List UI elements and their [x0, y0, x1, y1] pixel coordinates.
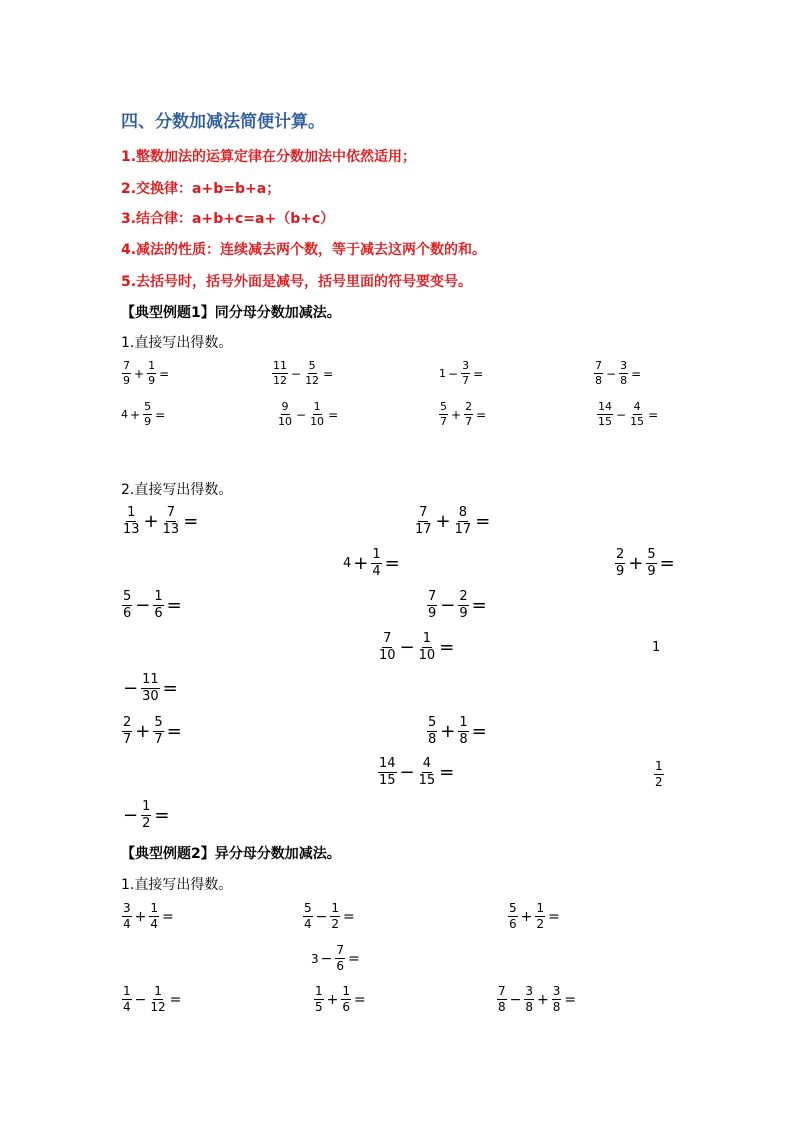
- fraction: $\frac{8}{17}$: [454, 505, 472, 538]
- operator: +: [353, 553, 369, 575]
- fraction: $\frac{1}{8}$: [459, 715, 468, 748]
- equals-sign: =: [354, 991, 366, 1008]
- whole-number: 4: [121, 408, 128, 422]
- fraction: $\frac{1}{2}$: [142, 799, 151, 832]
- equals-sign: =: [348, 950, 360, 967]
- fraction: $\frac{5}{6}$: [123, 589, 132, 622]
- fraction: $\frac{7}{9}$: [123, 359, 130, 388]
- math-expression: [426, 590, 489, 622]
- operator: +: [435, 511, 451, 533]
- math-expression: [593, 360, 643, 387]
- math-expression: [302, 902, 357, 931]
- fraction: $\frac{5}{7}$: [154, 715, 163, 748]
- operator: +: [451, 407, 462, 422]
- equals-sign: =: [323, 366, 334, 381]
- math-expression: [426, 716, 489, 748]
- operator: +: [537, 991, 549, 1008]
- operator: −: [509, 991, 522, 1008]
- operator: +: [326, 991, 339, 1008]
- operator: −: [616, 407, 627, 422]
- fraction: $\frac{1}{4}$: [150, 901, 159, 932]
- fraction: $\frac{1}{12}$: [150, 984, 166, 1015]
- operator: −: [448, 366, 459, 381]
- math-expression: [596, 401, 660, 428]
- equals-sign: =: [154, 805, 170, 827]
- fraction: $\frac{1}{4}$: [372, 547, 381, 580]
- fraction: $\frac{5}{6}$: [509, 901, 517, 932]
- math-expression: [121, 506, 200, 538]
- rule-2: 2.交换律：a+b=b+a；: [121, 181, 281, 197]
- whole-number-1: 1: [652, 640, 661, 655]
- operator: +: [134, 908, 147, 925]
- equals-sign: =: [471, 721, 487, 743]
- equals-sign: =: [343, 908, 355, 925]
- equals-sign: =: [564, 991, 577, 1008]
- math-expression: [271, 360, 335, 387]
- fraction: $\frac{5}{12}$: [305, 359, 320, 388]
- math-expression: [121, 985, 183, 1014]
- example-1-part-1-instruction: 1.直接写出得数。: [121, 335, 233, 351]
- operator: +: [520, 908, 533, 925]
- equals-sign: =: [648, 407, 659, 422]
- fraction: $\frac{3}{7}$: [462, 359, 470, 388]
- fraction: $\frac{14}{15}$: [598, 400, 612, 429]
- math-expression: [413, 506, 492, 538]
- fraction: $\frac{4}{15}$: [418, 756, 436, 789]
- math-expression: [121, 590, 184, 622]
- equals-sign: =: [475, 511, 491, 533]
- equals-sign: =: [439, 762, 455, 784]
- fraction: $\frac{1}{10}$: [418, 631, 436, 664]
- math-expression: [377, 632, 456, 664]
- equals-sign: =: [548, 908, 560, 925]
- fraction: $\frac{7}{10}$: [379, 631, 396, 664]
- math-expression: [496, 985, 578, 1014]
- math-expression: [121, 360, 171, 387]
- equals-sign: =: [473, 366, 484, 381]
- example-1-title: 【典型例题1】同分母分数加减法。: [121, 305, 341, 321]
- fraction: $\frac{5}{8}$: [428, 715, 437, 748]
- fraction: $\frac{1}{6}$: [154, 589, 163, 622]
- math-expression: [438, 401, 488, 428]
- fraction: $\frac{5}{7}$: [440, 400, 447, 429]
- math-expression: [311, 944, 362, 973]
- math-expression: [439, 360, 485, 387]
- fraction: $\frac{1}{10}$: [310, 400, 325, 429]
- fraction: $\frac{3}{8}$: [525, 984, 534, 1015]
- fraction: $\frac{11}{30}$: [142, 672, 159, 705]
- equals-sign: =: [631, 366, 642, 381]
- fraction: $\frac{14}{15}$: [379, 756, 396, 789]
- operator: +: [134, 366, 145, 381]
- operator: −: [134, 991, 147, 1008]
- equals-sign: =: [155, 407, 166, 422]
- operator: −: [123, 678, 139, 700]
- operator: −: [291, 366, 302, 381]
- rule-5: 5.去括号时，括号外面是减号，括号里面的符号要变号。: [121, 274, 473, 290]
- equals-sign: =: [166, 721, 182, 743]
- equals-sign: =: [659, 553, 675, 575]
- equals-sign: =: [162, 908, 174, 925]
- math-expression: [121, 716, 184, 748]
- equals-sign: =: [183, 511, 199, 533]
- equals-sign: =: [476, 407, 487, 422]
- math-expression: [343, 548, 402, 580]
- math-expression: [614, 548, 677, 580]
- fraction: $\frac{1}{9}$: [148, 359, 156, 388]
- math-expression: [653, 760, 665, 789]
- whole-number: 4: [343, 556, 352, 572]
- example-1-part-2-instruction: 2.直接写出得数。: [121, 482, 233, 498]
- fraction: $\frac{3}{8}$: [620, 359, 628, 388]
- fraction: $\frac{9}{10}$: [278, 400, 292, 429]
- operator: −: [440, 595, 456, 617]
- fraction: $\frac{1}{6}$: [342, 984, 351, 1015]
- fraction: $\frac{4}{15}$: [630, 400, 645, 429]
- equals-sign: =: [471, 595, 487, 617]
- math-expression: [121, 902, 176, 931]
- fraction: $\frac{3}{4}$: [123, 901, 131, 932]
- fraction: $\frac{7}{13}$: [162, 505, 180, 538]
- math-expression: [121, 673, 180, 705]
- fraction: $\frac{1}{2}$: [536, 901, 545, 932]
- operator: −: [399, 637, 415, 659]
- fraction: $\frac{1}{13}$: [123, 505, 140, 538]
- example-2-title: 【典型例题2】异分母分数加减法。: [121, 846, 341, 862]
- operator: +: [440, 721, 456, 743]
- fraction: $\frac{7}{9}$: [428, 589, 437, 622]
- equals-sign: =: [166, 595, 182, 617]
- operator: −: [606, 366, 617, 381]
- fraction: $\frac{5}{9}$: [144, 400, 152, 429]
- equals-sign: =: [439, 637, 455, 659]
- fraction: $\frac{2}{7}$: [123, 715, 132, 748]
- fraction: $\frac{3}{8}$: [552, 984, 561, 1015]
- fraction: $\frac{11}{12}$: [273, 359, 287, 388]
- fraction: $\frac{2}{9}$: [616, 547, 625, 580]
- math-expression: [121, 401, 167, 428]
- operator: +: [130, 407, 141, 422]
- fraction: $\frac{5}{9}$: [647, 547, 656, 580]
- operator: +: [135, 721, 151, 743]
- math-expression: [276, 401, 340, 428]
- fraction: $\frac{7}{8}$: [498, 984, 506, 1015]
- equals-sign: =: [159, 366, 170, 381]
- operator: −: [320, 950, 333, 967]
- math-expression: [313, 985, 368, 1014]
- operator: +: [628, 553, 644, 575]
- fraction: $\frac{1}{2}$: [655, 759, 663, 790]
- math-expression: [121, 800, 171, 832]
- fraction: $\frac{1}{4}$: [123, 984, 131, 1015]
- operator: −: [315, 908, 328, 925]
- operator: +: [143, 511, 159, 533]
- operator: −: [296, 407, 307, 422]
- operator: −: [135, 595, 151, 617]
- rule-1: 1.整数加法的运算定律在分数加法中依然适用；: [121, 149, 417, 165]
- fraction: $\frac{7}{17}$: [415, 505, 432, 538]
- fraction: $\frac{7}{6}$: [336, 943, 345, 974]
- example-2-part-1-instruction: 1.直接写出得数。: [121, 877, 233, 893]
- whole-number: 3: [311, 951, 319, 966]
- rule-4: 4.减法的性质：连续减去两个数，等于减去这两个数的和。: [121, 242, 487, 258]
- fraction: $\frac{1}{5}$: [315, 984, 323, 1015]
- math-expression: [377, 757, 456, 789]
- equals-sign: =: [169, 991, 182, 1008]
- operator: −: [123, 805, 139, 827]
- section-heading: 四、分数加减法简便计算。: [121, 112, 325, 132]
- equals-sign: =: [162, 678, 178, 700]
- equals-sign: =: [328, 407, 339, 422]
- math-expression: [507, 902, 562, 931]
- fraction: $\frac{7}{8}$: [595, 359, 602, 388]
- whole-number: 1: [439, 367, 446, 381]
- rule-3: 3.结合律：a+b+c=a+（b+c）: [121, 211, 335, 227]
- fraction: $\frac{2}{9}$: [459, 589, 468, 622]
- operator: −: [399, 762, 415, 784]
- fraction: $\frac{5}{4}$: [304, 901, 312, 932]
- fraction: $\frac{2}{7}$: [465, 400, 473, 429]
- equals-sign: =: [384, 553, 400, 575]
- fraction: $\frac{1}{2}$: [331, 901, 340, 932]
